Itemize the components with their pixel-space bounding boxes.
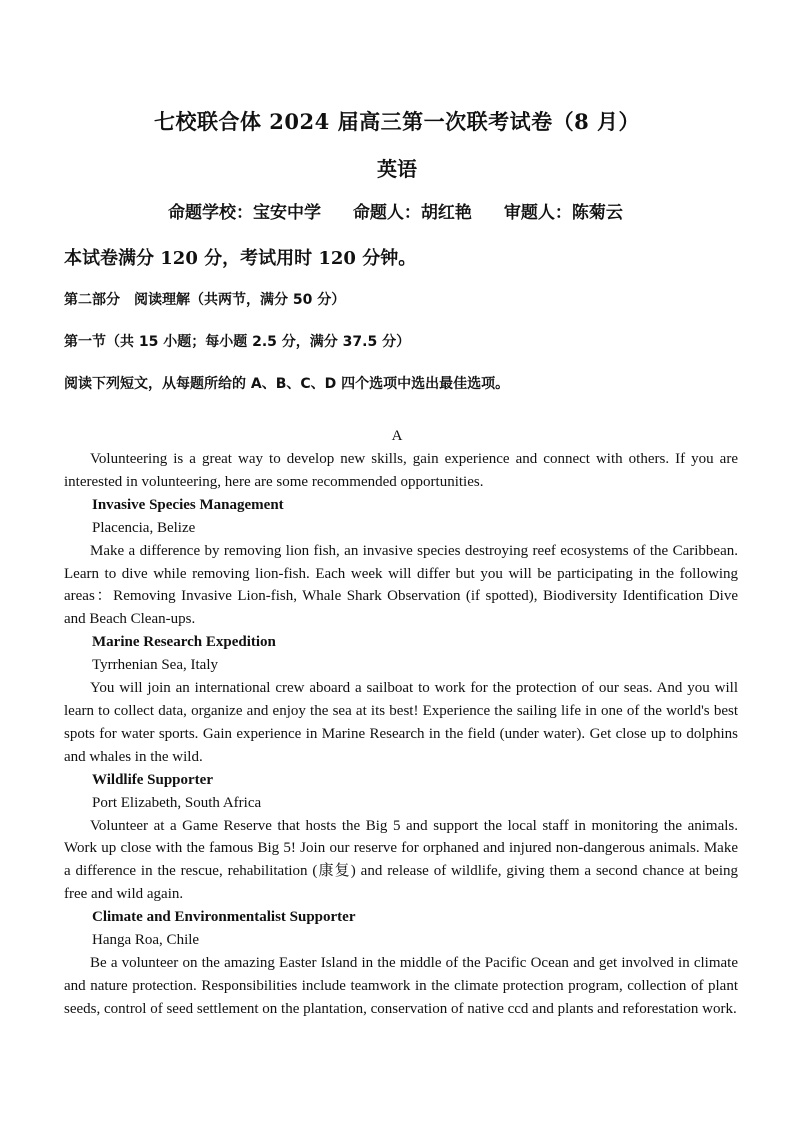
author-line [168, 198, 649, 223]
opportunity-location: Tyrrhenian Sea, Italy [92, 657, 218, 674]
opportunity-description: Volunteer at a Game Reserve that hosts the Big 5 and support the local staff in monitoring the animals. Work up close with the famous Big 5! Join our reserve for orphaned and injured non-dangerous animals. Make a difference in the rescue, rehabilitation (康复) and release of wildlife, giving them a second chance at being free and wild again. [64, 817, 738, 903]
section1-heading: 第一节（共 15 小题；每小题 2.5 分，满分 37.5 分） [64, 334, 411, 350]
question-reviewer: 审题人：陈菊云 [503, 203, 623, 223]
opportunity-title: Invasive Species Management [92, 496, 284, 513]
exam-title: 七校联合体 2024 届高三第一次联考试卷（8 月） [154, 109, 640, 134]
passage-intro: Volunteering is a great way to develop new skills, gain experience and connect with others. If you are interested in volunteering, here are some recommended opportunities. [64, 451, 738, 490]
opportunity-description: You will join an international crew aboard a sailboat to work for the protection of our seas. And you will learn to collect data, organize and enjoy the sea at its best! Experience the sailing life in one of the world's best spots for water sports. Gain experience in Marine Research in the field (under water). Get close up to dolphins and whales in the wild. [64, 680, 738, 765]
question-setter: 命题人：胡红艳 [352, 203, 472, 223]
reading-instructions: 阅读下列短文，从每题所给的 A、B、C、D 四个选项中选出最佳选项。 [64, 376, 510, 392]
opportunity-location: Port Elizabeth, South Africa [92, 794, 262, 811]
passage-label: A [391, 428, 403, 444]
exam-subject: 英语 [377, 157, 417, 181]
passage-body [64, 448, 738, 1021]
setting-school: 命题学校：宝安中学 [168, 203, 321, 223]
opportunity-title: Climate and Environmentalist Supporter [92, 909, 356, 926]
opportunity-description: Be a volunteer on the amazing Easter Island in the middle of the Pacific Ocean and get involved in climate and nature protection. Responsibilities include teamwork in the climate protection program, collection of plant seeds, control of seed settlement on the plantation, conservation of native ccd and plants and reforestation work. [64, 954, 738, 1017]
opportunity-title: Marine Research Expedition [92, 634, 276, 651]
exam-info: 本试卷满分 120 分，考试用时 120 分钟。 [64, 248, 417, 269]
opportunity-title: Wildlife Supporter [92, 771, 213, 788]
opportunity-location: Placencia, Belize [92, 519, 196, 536]
opportunity-description: Make a difference by removing lion fish, an invasive species destroying reef ecosystems of the Caribbean. Learn to dive while removing lion-fish. Each week will differ but you will be participating in the following areas：Removing Invasive Lion-fish, Whale Shark Observation (if spotted), Biodiversity Identification Dive and Beach Clean-ups. [64, 542, 738, 628]
part2-heading: 第二部分 阅读理解（共两节，满分 50 分） [64, 292, 346, 308]
opportunity-location: Hanga Roa, Chile [92, 932, 200, 949]
